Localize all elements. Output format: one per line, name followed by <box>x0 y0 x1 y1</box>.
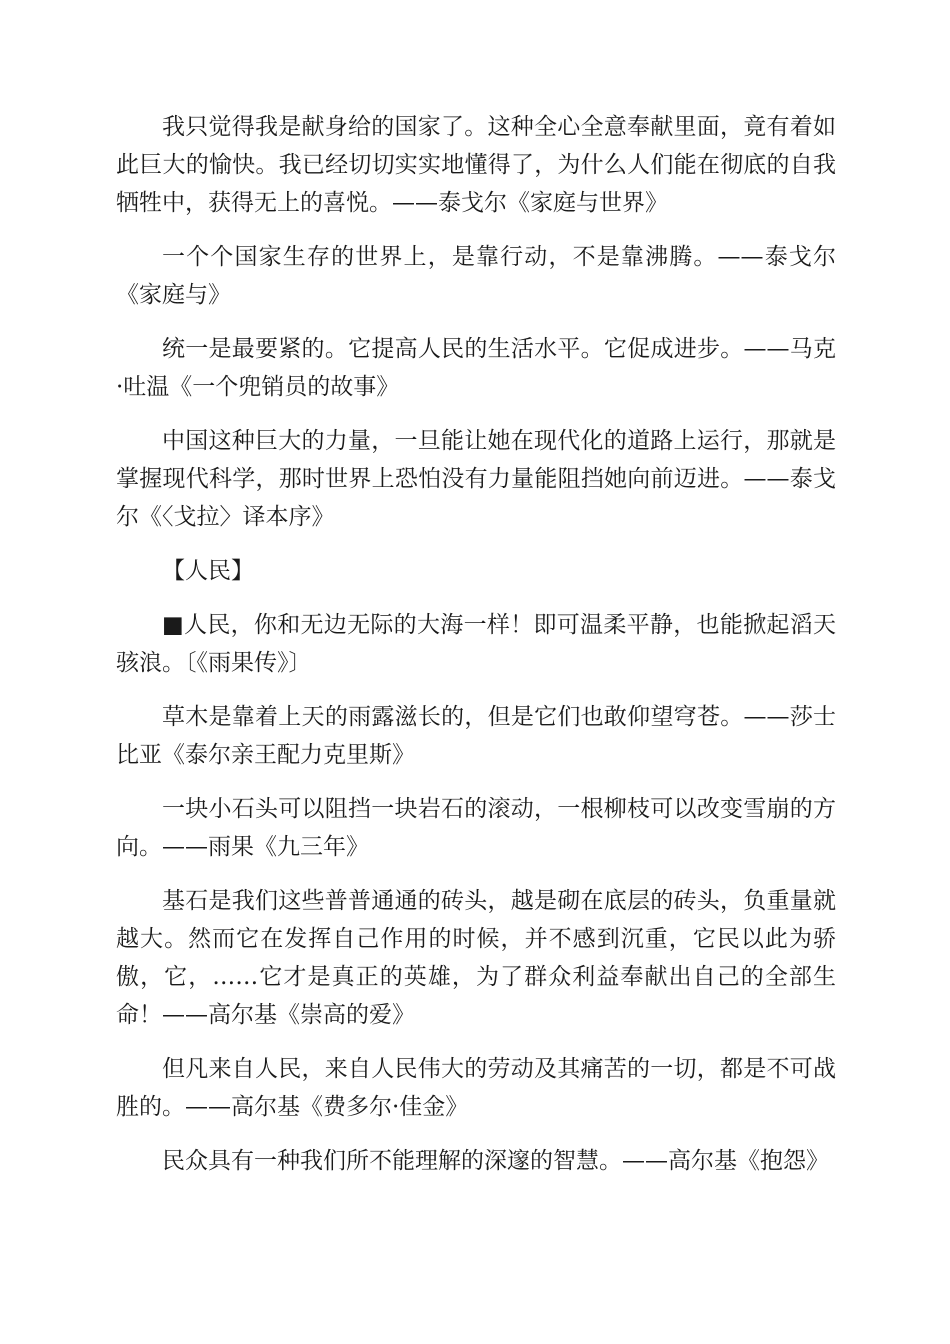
quote-paragraph: 民众具有一种我们所不能理解的深邃的智慧。——高尔基《抱怨》 <box>162 1148 829 1174</box>
quote-paragraph: 一块小石头可以阻挡一块岩石的滚动，一根柳枝可以改变雪崩的方向。——雨果《九三年》 <box>116 796 836 860</box>
quote-paragraph: 中国这种巨大的力量，一旦能让她在现代化的道路上运行，那就是掌握现代科学，那时世界上恐怕没有力量能阻挡她向前迈进。——泰戈尔《〈戈拉〉译本序》 <box>116 428 836 530</box>
quote-paragraph: 我只觉得我是献身给的国家了。这种全心全意奉献里面，竟有着如此巨大的愉快。我已经切切实实地懂得了，为什么人们能在彻底的自我牺牲中，获得无上的喜悦。——泰戈尔《家庭与世界》 <box>116 114 836 216</box>
quote-paragraph: 但凡来自人民，来自人民伟大的劳动及其痛苦的一切，都是不可战胜的。——高尔基《费多尔·佳金》 <box>116 1056 836 1120</box>
quote-paragraph: 草木是靠着上天的雨露滋长的，但是它们也敢仰望穹苍。——莎士比亚《泰尔亲王配力克里斯》 <box>116 704 836 768</box>
quote-paragraph: ■人民，你和无边无际的大海一样！即可温柔平静，也能掀起滔天骇浪。〔《雨果传》〕 <box>116 612 836 676</box>
section-heading: 【人民】 <box>162 558 254 584</box>
quote-paragraph: 基石是我们这些普普通通的砖头，越是砌在底层的砖头，负重量就越大。然而它在发挥自己作用的时候，并不感到沉重，它民以此为骄傲，它，……它才是真正的英雄，为了群众利益奉献出自己的全部生命！——高尔基《崇高的爱》 <box>116 888 836 1028</box>
quote-paragraph: 一个个国家生存的世界上，是靠行动，不是靠沸腾。——泰戈尔《家庭与》 <box>116 244 836 308</box>
quote-paragraph: 统一是最要紧的。它提高人民的生活水平。它促成进步。——马克·吐温《一个兜销员的故事》 <box>116 336 836 400</box>
document-body <box>116 108 836 1196</box>
